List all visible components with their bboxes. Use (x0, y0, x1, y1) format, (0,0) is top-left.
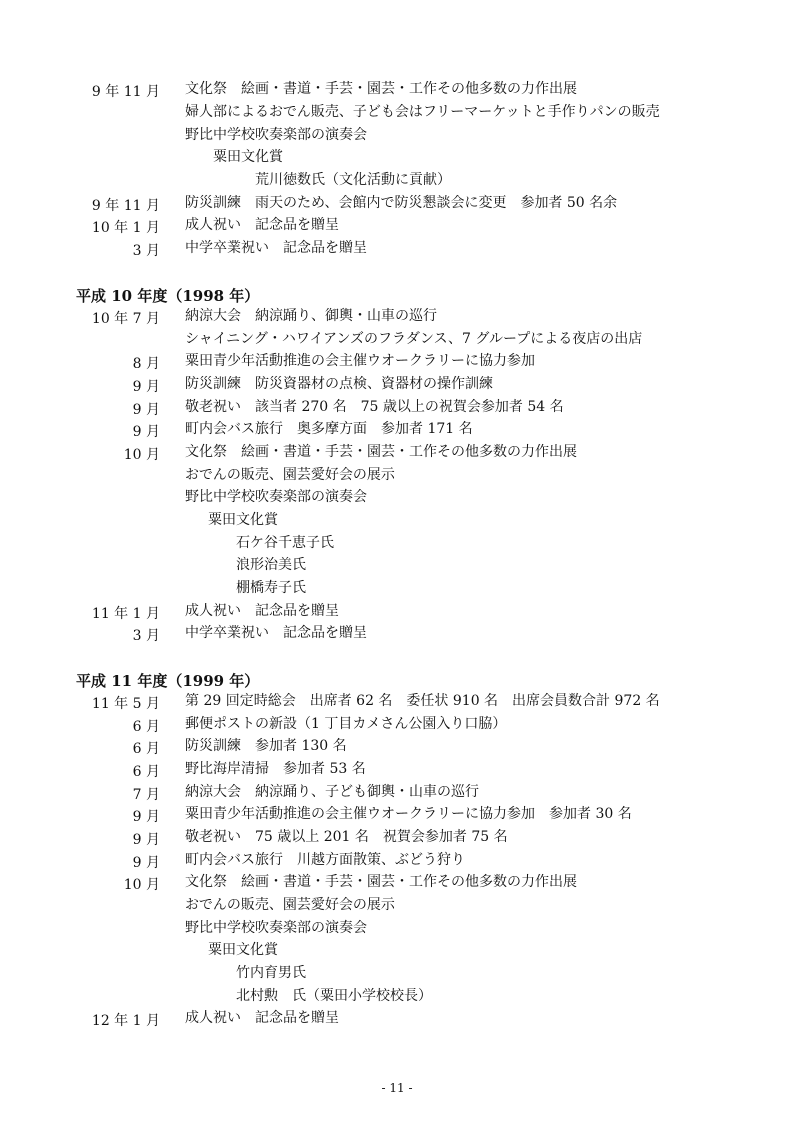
entry-text: 文化祭 絵画・書道・手芸・園芸・工作その他多数の力作出展 (185, 81, 577, 97)
entry-date: 3 月 (132, 243, 160, 259)
entry-date: 6 月 (132, 764, 160, 780)
entry-text: 郵便ポストの新設（1 丁目カメさん公園入り口脇） (185, 716, 507, 732)
entry-text: 野比海岸清掃 参加者 53 名 (185, 761, 366, 777)
entry-date: 9 月 (132, 809, 160, 825)
entry-text: 成人祝い 記念品を贈呈 (185, 603, 339, 619)
entry-text: 納涼大会 納涼踊り、子ども御輿・山車の巡行 (185, 784, 479, 800)
entry-text: 中学卒業祝い 記念品を贈呈 (185, 625, 367, 641)
award-title: 粟田文化賞 (194, 942, 278, 958)
entry-text: 納涼大会 納涼踊り、御輿・山車の巡行 (185, 308, 437, 324)
entry-date: 12 年 1 月 (91, 1013, 160, 1029)
page-number: - 11 - (381, 1081, 413, 1095)
entry-text: シャイニング・ハワイアンズのフラダンス、7 グループによる夜店の出店 (185, 331, 643, 347)
entry-date: 10 年 7 月 (91, 311, 160, 327)
entry-date: 10 月 (123, 447, 160, 463)
entry-text: 町内会バス旅行 川越方面散策、ぶどう狩り (185, 852, 465, 868)
entry-text: 粟田青少年活動推進の会主催ウオークラリーに協力参加 (185, 353, 535, 369)
award-recipient: 石ケ谷千恵子氏 (194, 535, 334, 551)
entry-text: おでんの販売、園芸愛好会の展示 (185, 467, 395, 483)
entry-date: 11 年 1 月 (91, 606, 160, 622)
entry-text: 防災訓練 防災資器材の点検、資器材の操作訓練 (185, 376, 493, 392)
entry-text: 野比中学校吹奏楽部の演奏会 (185, 920, 367, 936)
entry-date: 8 月 (132, 356, 160, 372)
entry-date: 10 月 (123, 877, 160, 893)
entry-date: 9 年 11 月 (91, 84, 160, 100)
entry-text: 中学卒業祝い 記念品を贈呈 (185, 240, 367, 256)
entry-date: 9 月 (132, 832, 160, 848)
entry-date: 10 年 1 月 (91, 220, 160, 236)
entry-text: 敬老祝い 75 歳以上 201 名 祝賀会参加者 75 名 (185, 829, 508, 845)
award-title: 粟田文化賞 (185, 149, 283, 165)
entry-text: 文化祭 絵画・書道・手芸・園芸・工作その他多数の力作出展 (185, 444, 577, 460)
entry-date: 9 月 (132, 402, 160, 418)
entry-date: 7 月 (132, 787, 160, 803)
entry-text: 第 29 回定時総会 出席者 62 名 委任状 910 名 出席会員数合計 972 名 (185, 693, 660, 709)
award-recipient: 浪形治美氏 (194, 557, 306, 573)
entry-text: 野比中学校吹奏楽部の演奏会 (185, 127, 367, 143)
entry-date: 9 月 (132, 855, 160, 871)
entry-text: 防災訓練 雨天のため、会館内で防災懇談会に変更 参加者 50 名余 (185, 195, 618, 211)
entry-text: 防災訓練 参加者 130 名 (185, 738, 347, 754)
entry-text: 町内会バス旅行 奥多摩方面 参加者 171 名 (185, 421, 473, 437)
award-title: 粟田文化賞 (194, 512, 278, 528)
entry-date: 9 年 11 月 (91, 198, 160, 214)
award-recipient: 荒川徳数氏（文化活動に貢献） (185, 172, 451, 188)
entry-date: 6 月 (132, 741, 160, 757)
entry-text: 野比中学校吹奏楽部の演奏会 (185, 489, 367, 505)
entry-text: 敬老祝い 該当者 270 名 75 歳以上の祝賀会参加者 54 名 (185, 399, 564, 415)
entry-text: 粟田青少年活動推進の会主催ウオークラリーに協力参加 参加者 30 名 (185, 806, 632, 822)
entry-text: 成人祝い 記念品を贈呈 (185, 217, 339, 233)
entry-date: 6 月 (132, 719, 160, 735)
award-recipient: 北村勲 氏（粟田小学校校長） (194, 988, 432, 1004)
entry-text: おでんの販売、園芸愛好会の展示 (185, 897, 395, 913)
section-heading: 平成 11 年度（1999 年） (76, 672, 260, 690)
entry-date: 3 月 (132, 628, 160, 644)
entry-text: 文化祭 絵画・書道・手芸・園芸・工作その他多数の力作出展 (185, 874, 577, 890)
entry-date: 9 月 (132, 424, 160, 440)
section-heading: 平成 10 年度（1998 年） (76, 287, 260, 305)
entry-text: 成人祝い 記念品を贈呈 (185, 1010, 339, 1026)
entry-date: 9 月 (132, 379, 160, 395)
entry-date: 11 年 5 月 (91, 696, 160, 712)
award-recipient: 竹内育男氏 (194, 965, 306, 981)
award-recipient: 棚橋寿子氏 (194, 580, 306, 596)
entry-text: 婦人部によるおでん販売、子ども会はフリーマーケットと手作りパンの販売 (185, 104, 660, 120)
